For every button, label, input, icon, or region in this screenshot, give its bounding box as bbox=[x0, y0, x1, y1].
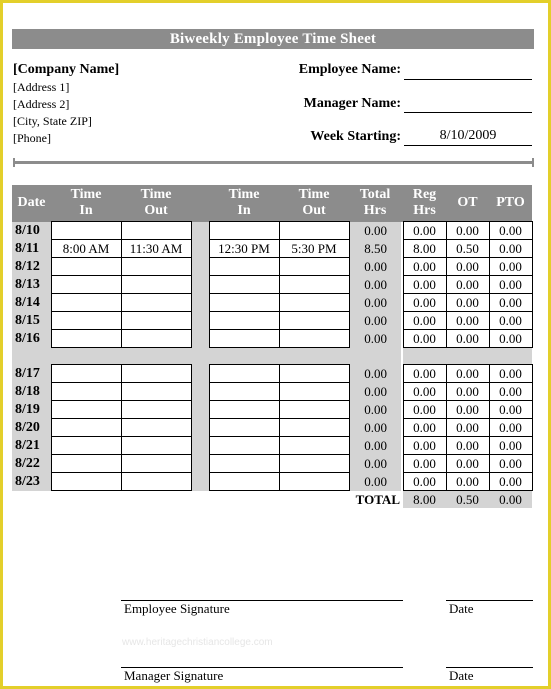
total-hrs-cell: 0.00 bbox=[349, 437, 401, 455]
row-date: 8/23 bbox=[12, 473, 51, 491]
spacer-cell bbox=[279, 348, 349, 365]
reg-hrs-cell[interactable]: 0.00 bbox=[403, 437, 446, 455]
col-ot: OT bbox=[446, 185, 489, 222]
row-date: 8/13 bbox=[12, 276, 51, 294]
time-in-2-cell[interactable] bbox=[209, 258, 279, 276]
time-out-1-cell[interactable] bbox=[121, 383, 191, 401]
table-row bbox=[12, 330, 532, 348]
sheet-title: Biweekly Employee Time Sheet bbox=[12, 29, 534, 49]
total-hrs-cell: 8.50 bbox=[349, 240, 401, 258]
week-spacer-row bbox=[12, 348, 532, 365]
reg-hrs-cell[interactable]: 0.00 bbox=[403, 330, 446, 348]
table-row bbox=[12, 419, 532, 437]
lunch-gap-cell bbox=[191, 455, 209, 473]
time-in-1-cell[interactable] bbox=[51, 473, 121, 491]
manager-signature-label: Manager Signature bbox=[124, 668, 224, 683]
row-date: 8/10 bbox=[12, 222, 51, 240]
row-date: 8/12 bbox=[12, 258, 51, 276]
time-in-2-cell[interactable] bbox=[209, 330, 279, 348]
col-date: Date bbox=[12, 185, 51, 222]
employee-name-field[interactable] bbox=[404, 61, 532, 80]
total-pto: 0.00 bbox=[489, 491, 532, 509]
time-in-1-cell[interactable] bbox=[51, 222, 121, 240]
company-city-state-zip[interactable]: [City, State ZIP] bbox=[13, 114, 92, 128]
time-in-2-cell[interactable] bbox=[209, 294, 279, 312]
total-hrs-cell: 0.00 bbox=[349, 258, 401, 276]
lunch-gap-cell bbox=[191, 276, 209, 294]
timesheet-table bbox=[12, 185, 533, 508]
time-out-2-cell[interactable] bbox=[279, 455, 349, 473]
time-out-1-cell[interactable] bbox=[121, 258, 191, 276]
reg-hrs-cell[interactable]: 8.00 bbox=[403, 240, 446, 258]
time-in-1-cell[interactable] bbox=[51, 258, 121, 276]
pto-cell[interactable]: 0.00 bbox=[489, 240, 532, 258]
lunch-gap-cell bbox=[191, 473, 209, 491]
pto-cell[interactable]: 0.00 bbox=[489, 383, 532, 401]
spacer-cell bbox=[209, 348, 279, 365]
spacer-cell bbox=[446, 348, 489, 365]
time-out-1-cell[interactable] bbox=[121, 294, 191, 312]
row-date: 8/19 bbox=[12, 401, 51, 419]
pto-cell[interactable]: 0.00 bbox=[489, 276, 532, 294]
separator-left-cap bbox=[13, 158, 15, 167]
pto-cell[interactable]: 0.00 bbox=[489, 294, 532, 312]
spacer-cell bbox=[403, 348, 446, 365]
row-date: 8/16 bbox=[12, 330, 51, 348]
time-out-1-cell[interactable] bbox=[121, 365, 191, 383]
col-time-in-1: Time In bbox=[51, 185, 121, 222]
ot-cell[interactable]: 0.00 bbox=[446, 294, 489, 312]
row-date: 8/18 bbox=[12, 383, 51, 401]
time-out-1-cell[interactable]: 11:30 AM bbox=[121, 240, 191, 258]
time-out-2-cell[interactable] bbox=[279, 473, 349, 491]
reg-hrs-cell[interactable]: 0.00 bbox=[403, 473, 446, 491]
company-name[interactable]: [Company Name] bbox=[13, 62, 120, 77]
time-out-2-cell[interactable] bbox=[279, 312, 349, 330]
company-address-1[interactable]: [Address 1] bbox=[13, 80, 70, 94]
total-hrs-cell: 0.00 bbox=[349, 330, 401, 348]
table-row bbox=[12, 294, 532, 312]
table-row bbox=[12, 401, 532, 419]
time-out-2-cell[interactable] bbox=[279, 258, 349, 276]
total-hrs-cell: 0.00 bbox=[349, 222, 401, 240]
table-row bbox=[12, 222, 532, 240]
week-starting-value[interactable]: 8/10/2009 bbox=[439, 128, 497, 143]
table-row bbox=[12, 258, 532, 276]
time-out-1-cell[interactable] bbox=[121, 330, 191, 348]
ot-cell[interactable]: 0.00 bbox=[446, 437, 489, 455]
ot-cell[interactable]: 0.00 bbox=[446, 383, 489, 401]
ot-cell[interactable]: 0.00 bbox=[446, 258, 489, 276]
time-out-1-cell[interactable] bbox=[121, 473, 191, 491]
table-row bbox=[12, 312, 532, 330]
lunch-gap-cell bbox=[191, 401, 209, 419]
pto-cell[interactable]: 0.00 bbox=[489, 330, 532, 348]
row-date: 8/20 bbox=[12, 419, 51, 437]
ot-cell[interactable]: 0.00 bbox=[446, 312, 489, 330]
time-out-1-cell[interactable] bbox=[121, 419, 191, 437]
time-in-2-cell[interactable] bbox=[209, 401, 279, 419]
spacer-cell bbox=[191, 348, 209, 365]
col-total-hrs: Total Hrs bbox=[349, 185, 401, 222]
pto-cell[interactable]: 0.00 bbox=[489, 258, 532, 276]
time-out-2-cell[interactable] bbox=[279, 437, 349, 455]
pto-cell[interactable]: 0.00 bbox=[489, 419, 532, 437]
time-out-2-cell[interactable] bbox=[279, 222, 349, 240]
pto-cell[interactable]: 0.00 bbox=[489, 222, 532, 240]
ot-cell[interactable]: 0.00 bbox=[446, 276, 489, 294]
totals-row bbox=[12, 491, 532, 509]
manager-name-label: Manager Name: bbox=[303, 96, 401, 111]
manager-date-label: Date bbox=[449, 668, 474, 683]
company-phone[interactable]: [Phone] bbox=[13, 131, 51, 145]
time-in-2-cell[interactable] bbox=[209, 473, 279, 491]
lunch-gap-cell bbox=[191, 312, 209, 330]
time-out-1-cell[interactable] bbox=[121, 401, 191, 419]
separator-right-cap bbox=[532, 158, 534, 167]
ot-cell[interactable]: 0.00 bbox=[446, 455, 489, 473]
time-in-2-cell[interactable] bbox=[209, 455, 279, 473]
time-in-1-cell[interactable] bbox=[51, 455, 121, 473]
spacer-cell bbox=[489, 348, 532, 365]
employee-name-label: Employee Name: bbox=[298, 62, 401, 77]
reg-hrs-cell[interactable]: 0.00 bbox=[403, 294, 446, 312]
time-in-2-cell[interactable] bbox=[209, 383, 279, 401]
col-time-out-2: Time Out bbox=[279, 185, 349, 222]
employee-signature-label: Employee Signature bbox=[124, 601, 230, 616]
pto-cell[interactable]: 0.00 bbox=[489, 401, 532, 419]
lunch-gap-cell bbox=[191, 294, 209, 312]
time-out-1-cell[interactable] bbox=[121, 222, 191, 240]
employee-date-label: Date bbox=[449, 601, 474, 616]
table-row bbox=[12, 455, 532, 473]
pto-cell[interactable]: 0.00 bbox=[489, 312, 532, 330]
col-reg-hrs: Reg Hrs bbox=[403, 185, 446, 222]
total-hrs-cell: 0.00 bbox=[349, 276, 401, 294]
time-in-2-cell[interactable] bbox=[209, 276, 279, 294]
time-out-2-cell[interactable]: 5:30 PM bbox=[279, 240, 349, 258]
reg-hrs-cell[interactable]: 0.00 bbox=[403, 222, 446, 240]
table-row bbox=[12, 365, 532, 383]
spacer-cell bbox=[51, 348, 121, 365]
lunch-gap-cell bbox=[191, 330, 209, 348]
lunch-gap-cell bbox=[191, 258, 209, 276]
col-pto: PTO bbox=[489, 185, 532, 222]
total-hrs-cell: 0.00 bbox=[349, 312, 401, 330]
row-date: 8/15 bbox=[12, 312, 51, 330]
time-in-2-cell[interactable] bbox=[209, 312, 279, 330]
total-hrs-cell: 0.00 bbox=[349, 401, 401, 419]
table-header-row bbox=[12, 185, 532, 222]
total-hrs-cell: 0.00 bbox=[349, 383, 401, 401]
total-ot: 0.50 bbox=[446, 491, 489, 509]
reg-hrs-cell[interactable]: 0.00 bbox=[403, 455, 446, 473]
reg-hrs-cell[interactable]: 0.00 bbox=[403, 258, 446, 276]
reg-hrs-cell[interactable]: 0.00 bbox=[403, 276, 446, 294]
ot-cell[interactable]: 0.00 bbox=[446, 330, 489, 348]
time-in-2-cell[interactable] bbox=[209, 437, 279, 455]
col-lunch-gap bbox=[191, 185, 209, 222]
reg-hrs-cell[interactable]: 0.00 bbox=[403, 401, 446, 419]
row-date: 8/22 bbox=[12, 455, 51, 473]
reg-hrs-cell[interactable]: 0.00 bbox=[403, 419, 446, 437]
time-out-2-cell[interactable] bbox=[279, 330, 349, 348]
lunch-gap-cell bbox=[191, 365, 209, 383]
reg-hrs-cell[interactable]: 0.00 bbox=[403, 312, 446, 330]
ot-cell[interactable]: 0.50 bbox=[446, 240, 489, 258]
time-in-2-cell[interactable] bbox=[209, 222, 279, 240]
manager-name-field[interactable] bbox=[404, 94, 532, 113]
col-time-in-2: Time In bbox=[209, 185, 279, 222]
watermark-text: www.heritagechristiancollege.com bbox=[122, 637, 273, 648]
table-row bbox=[12, 437, 532, 455]
lunch-gap-cell bbox=[191, 222, 209, 240]
time-in-2-cell[interactable] bbox=[209, 365, 279, 383]
week-starting-label: Week Starting: bbox=[310, 129, 401, 144]
time-in-1-cell[interactable]: 8:00 AM bbox=[51, 240, 121, 258]
time-in-1-cell[interactable] bbox=[51, 419, 121, 437]
lunch-gap-cell bbox=[191, 419, 209, 437]
total-hrs-cell: 0.00 bbox=[349, 294, 401, 312]
total-hrs-cell: 0.00 bbox=[349, 419, 401, 437]
totals-label: TOTAL bbox=[12, 491, 403, 509]
total-reg-hrs: 8.00 bbox=[403, 491, 446, 509]
pto-cell[interactable]: 0.00 bbox=[489, 455, 532, 473]
time-in-1-cell[interactable] bbox=[51, 383, 121, 401]
time-out-2-cell[interactable] bbox=[279, 294, 349, 312]
reg-hrs-cell[interactable]: 0.00 bbox=[403, 383, 446, 401]
time-out-1-cell[interactable] bbox=[121, 455, 191, 473]
spacer-cell bbox=[12, 348, 51, 365]
pto-cell[interactable]: 0.00 bbox=[489, 473, 532, 491]
spacer-cell bbox=[121, 348, 191, 365]
ot-cell[interactable]: 0.00 bbox=[446, 401, 489, 419]
table-row bbox=[12, 240, 532, 258]
time-out-2-cell[interactable] bbox=[279, 383, 349, 401]
row-date: 8/21 bbox=[12, 437, 51, 455]
time-out-2-cell[interactable] bbox=[279, 365, 349, 383]
time-in-1-cell[interactable] bbox=[51, 330, 121, 348]
time-out-1-cell[interactable] bbox=[121, 312, 191, 330]
col-time-out-1: Time Out bbox=[121, 185, 191, 222]
row-date: 8/11 bbox=[12, 240, 51, 258]
company-address-2[interactable]: [Address 2] bbox=[13, 97, 70, 111]
time-in-1-cell[interactable] bbox=[51, 294, 121, 312]
row-date: 8/17 bbox=[12, 365, 51, 383]
time-out-2-cell[interactable] bbox=[279, 419, 349, 437]
ot-cell[interactable]: 0.00 bbox=[446, 473, 489, 491]
total-hrs-cell: 0.00 bbox=[349, 473, 401, 491]
lunch-gap-cell bbox=[191, 240, 209, 258]
row-date: 8/14 bbox=[12, 294, 51, 312]
time-in-1-cell[interactable] bbox=[51, 401, 121, 419]
time-out-2-cell[interactable] bbox=[279, 276, 349, 294]
pto-cell[interactable]: 0.00 bbox=[489, 437, 532, 455]
time-in-1-cell[interactable] bbox=[51, 365, 121, 383]
ot-cell[interactable]: 0.00 bbox=[446, 365, 489, 383]
ot-cell[interactable]: 0.00 bbox=[446, 222, 489, 240]
spacer-cell bbox=[349, 348, 401, 365]
time-out-1-cell[interactable] bbox=[121, 437, 191, 455]
pto-cell[interactable]: 0.00 bbox=[489, 365, 532, 383]
lunch-gap-cell bbox=[191, 383, 209, 401]
total-hrs-cell: 0.00 bbox=[349, 455, 401, 473]
time-in-2-cell[interactable] bbox=[209, 419, 279, 437]
time-out-2-cell[interactable] bbox=[279, 401, 349, 419]
time-out-1-cell[interactable] bbox=[121, 276, 191, 294]
header-separator bbox=[13, 161, 534, 164]
time-in-1-cell[interactable] bbox=[51, 437, 121, 455]
table-row bbox=[12, 383, 532, 401]
lunch-gap-cell bbox=[191, 437, 209, 455]
ot-cell[interactable]: 0.00 bbox=[446, 419, 489, 437]
reg-hrs-cell[interactable]: 0.00 bbox=[403, 365, 446, 383]
time-in-1-cell[interactable] bbox=[51, 312, 121, 330]
table-row bbox=[12, 473, 532, 491]
total-hrs-cell: 0.00 bbox=[349, 365, 401, 383]
time-in-1-cell[interactable] bbox=[51, 276, 121, 294]
table-row bbox=[12, 276, 532, 294]
time-in-2-cell[interactable]: 12:30 PM bbox=[209, 240, 279, 258]
